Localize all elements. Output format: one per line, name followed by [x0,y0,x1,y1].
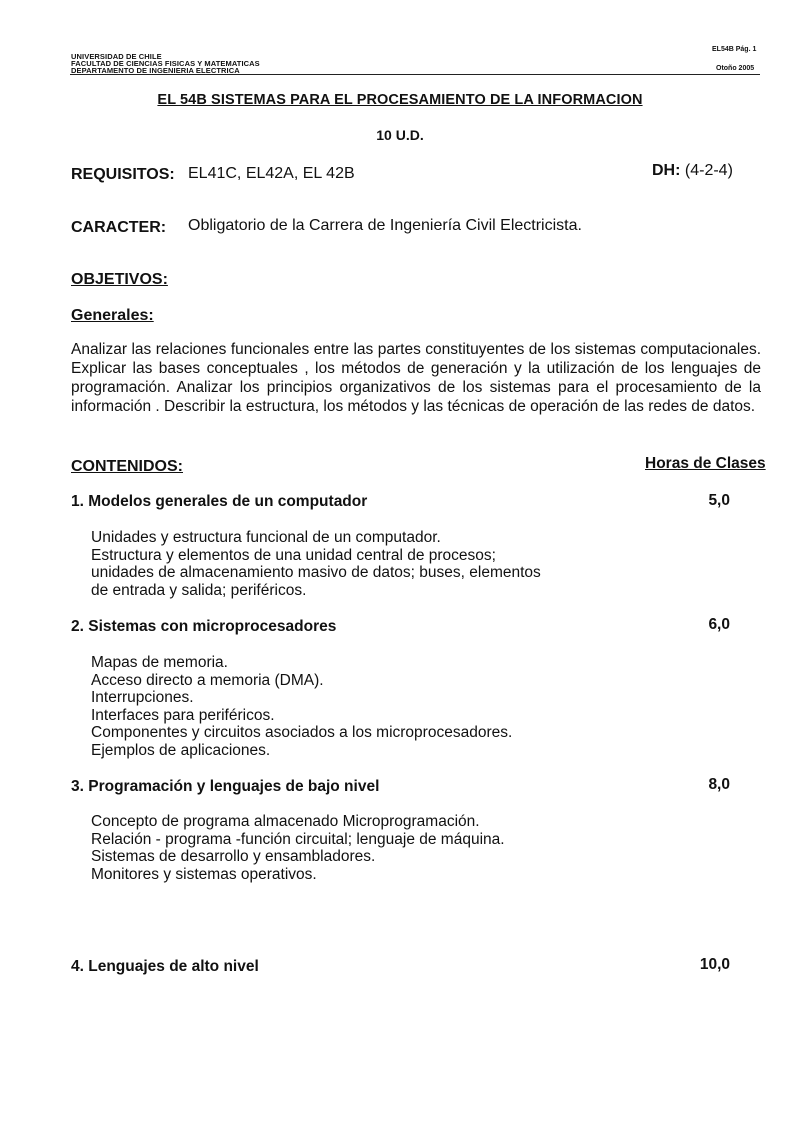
list-item: Sistemas de desarrollo y ensambladores. [91,848,376,866]
list-item: Monitores y sistemas operativos. [91,865,317,883]
caracter-value: Obligatorio de la Carrera de Ingeniería Civil Electricista. [188,217,582,234]
page-reference: EL54B Pág. 1 [712,46,757,53]
list-item: Concepto de programa almacenado Microprogramación. [91,813,480,830]
generales-heading: Generales: [71,307,154,324]
list-item: Acceso directo a memoria (DMA). [91,671,324,689]
course-units: 10 U.D. [376,127,424,143]
requisitos-label: REQUISITOS: [71,166,175,183]
list-item: Interrupciones. [91,689,194,707]
hours-heading: Horas de Clases [645,455,766,472]
section-1-hours: 5,0 [708,492,730,509]
caracter-label: CARACTER: [71,219,167,236]
list-item: Mapas de memoria. [91,654,228,671]
institution-line-faculty: FACULTAD DE CIENCIAS FISICAS Y MATEMATICAS [71,59,260,68]
dh-label: DH: [652,162,681,179]
section-3-hours: 8,0 [708,776,730,793]
section-3-items [91,813,505,883]
list-item: Unidades y estructura funcional de un computador. [91,529,441,546]
dh-value: (4-2-4) [684,162,733,179]
section-2-hours: 6,0 [708,616,730,633]
section-1-title: 1. Modelos generales de un computador [71,493,368,510]
list-item: Ejemplos de aplicaciones. [91,741,271,759]
list-item: de entrada y salida; periféricos. [91,581,307,599]
dh-block [652,162,733,180]
list-item: Interfaces para periféricos. [91,706,275,724]
header-rule [70,74,760,75]
requisitos-value: EL41C, EL42A, EL 42B [188,165,355,182]
list-item: Relación - programa -función circuital; lenguaje de máquina. [91,830,505,848]
section-1-items [91,529,541,599]
section-3-title: 3. Programación y lenguajes de bajo nivel [71,778,380,795]
page-title: EL 54B SISTEMAS PARA EL PROCESAMIENTO DE LA INFORMACION [157,92,643,108]
objetivos-heading: OBJETIVOS: [71,271,168,288]
term: Otoño 2005 [716,65,755,72]
institution-line-university: UNIVERSIDAD DE CHILE [71,52,162,61]
section-4-title: 4. Lenguajes de alto nivel [71,958,259,975]
list-item: Componentes y circuitos asociados a los microprocesadores. [91,724,513,742]
section-4-hours: 10,0 [699,956,730,973]
generales-paragraph: Analizar las relaciones funcionales entre las partes constituyentes de los sistemas computacionales. Explicar las bases conceptuales , los métodos de generación y la utilización de los lenguajes de programación. Analizar los principios organizativos de los sistemas para el procesamiento de la información . Describir la estructura, los métodos y las técnicas de operación de las redes de datos. [71,341,761,415]
section-2-title: 2. Sistemas con microprocesadores [71,618,337,635]
institution-line-department: DEPARTAMENTO DE INGENIERIA ELECTRICA [71,66,240,75]
contenidos-heading: CONTENIDOS: [71,458,183,475]
section-2-items [91,654,512,760]
list-item: Estructura y elementos de una unidad central de procesos; [91,546,496,564]
list-item: unidades de almacenamiento masivo de datos; buses, elementos [91,564,541,582]
